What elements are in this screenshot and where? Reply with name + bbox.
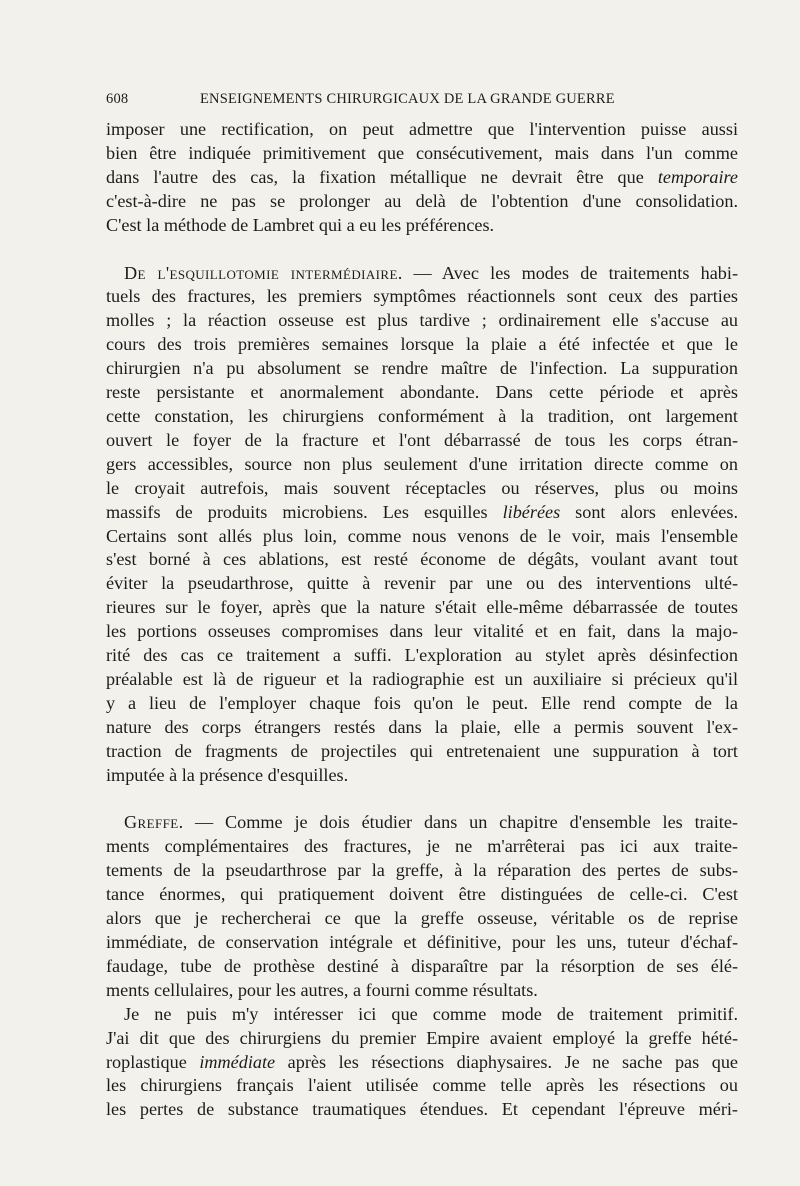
page-body: [106, 118, 738, 1122]
text-run: massifs de produits microbiens. Les esquilles: [106, 501, 503, 522]
text-line: les pertes de substance traumatiques étendues. Et cependant l'épreuve méri-: [106, 1099, 738, 1120]
text-line: faudage, tube de prothèse destiné à disparaître par la résorption de ses élé-: [106, 955, 738, 976]
text-run: sont alors enlevées.: [560, 501, 738, 522]
page-number: 608: [106, 91, 129, 107]
text-line: rité des cas ce traitement a suffi. L'exploration au stylet après désinfection: [106, 645, 738, 666]
paragraph-greffe: [106, 811, 738, 1002]
text-line: cours des trois premières semaines lorsque la plaie a été infectée et que le: [106, 334, 738, 355]
text-line: ouvert le foyer de la fracture et l'ont débarrassé de tous les corps étran-: [106, 429, 738, 450]
running-title: ENSEIGNEMENTS CHIRURGICAUX DE LA GRANDE GUERRE: [200, 91, 615, 107]
text-line: [106, 1051, 738, 1075]
text-line: chirurgien n'a pu absolument se rendre maître de l'infection. La suppuration: [106, 358, 738, 379]
text-line: ments complémentaires des fractures, je ne m'arrêterai pas ici aux traite-: [106, 836, 738, 857]
text-line: [106, 166, 738, 190]
text-run: roplastique: [106, 1051, 200, 1072]
paragraph-fixation: [106, 118, 738, 238]
text-line: imputée à la présence d'esquilles.: [106, 764, 349, 785]
section-heading: De l'esquillotomie intermédiaire: [124, 262, 398, 283]
text-line: molles ; la réaction osseuse est plus tardive ; ordinairement elle s'accuse au: [106, 310, 738, 331]
text-line: les portions osseuses compromises dans leur vitalité et en fait, dans la majo-: [106, 621, 738, 642]
text-line: gers accessibles, source non plus seulement d'une irritation directe comme on: [106, 453, 738, 474]
text-line: [106, 501, 738, 525]
text-line: bien être indiquée primitivement que consécutivement, mais dans l'un comme: [106, 142, 738, 163]
text-line: préalable est là de rigueur et la radiographie est un auxiliaire si précieux qu'il: [106, 668, 738, 689]
text-line: alors que je rechercherai ce que la greffe osseuse, véritable os de reprise: [106, 908, 738, 929]
text-run: après les résections diaphysaires. Je ne sache pas que: [275, 1051, 738, 1072]
text-line: nature des corps étrangers restés dans la plaie, elle a permis souvent l'ex-: [106, 716, 738, 737]
paragraph-primitif: [106, 1003, 738, 1123]
text-line: J'ai dit que des chirurgiens du premier Empire avaient employé la greffe hété-: [106, 1027, 738, 1048]
text-line: rieures sur le foyer, après que la nature s'était elle-même débarrassée de toutes: [106, 597, 738, 618]
text-line: Je ne puis m'y intéresser ici que comme mode de traitement primitif.: [124, 1003, 738, 1024]
text-line: cette constation, les chirurgiens conformément à la tradition, ont largement: [106, 405, 738, 426]
paragraph-esquillotomie: [106, 262, 738, 788]
text-line: le croyait autrefois, mais souvent réceptacles ou réserves, plus ou moins: [106, 477, 738, 498]
text-line: éviter la pseudarthrose, quitte à revenir par une ou des interventions ulté-: [106, 573, 738, 594]
text-run: . — Comme je dois étudier dans un chapitre d'ensemble les traite-: [178, 812, 738, 833]
text-line: tance énormes, qui pratiquement doivent être distinguées de celle-ci. C'est: [106, 884, 738, 905]
text-line: imposer une rectification, on peut admettre que l'intervention puisse aussi: [106, 119, 738, 139]
page-header: [106, 91, 738, 113]
text-line: tuels des fractures, les premiers symptômes réactionnels sont ceux des parties: [106, 286, 738, 307]
text-line: tements de la pseudarthrose par la greffe, à la réparation des pertes de subs-: [106, 860, 738, 881]
text-line: reste persistante et anormalement abondante. Dans cette période et après: [106, 382, 738, 403]
text-line: y a lieu de l'employer chaque fois qu'on le peut. Elle rend compte de la: [106, 692, 738, 713]
text-line: Certains sont allés plus loin, comme nous venons de le voir, mais l'ensemble: [106, 525, 738, 546]
text-line: C'est la méthode de Lambret qui a eu les préférences.: [106, 214, 495, 235]
text-run: . — Avec les modes de traitements habi-: [397, 262, 738, 283]
text-line: immédiate, de conservation intégrale et définitive, pour les uns, tuteur d'échaf-: [106, 932, 738, 952]
italic-term: immédiate: [199, 1051, 276, 1072]
text-run: dans l'autre des cas, la fixation métallique ne devrait être que: [106, 166, 658, 187]
text-line: [106, 262, 738, 286]
text-line: s'est borné à ces ablations, est resté économe de dégâts, voulant avant tout: [106, 549, 738, 570]
italic-term: libérées: [502, 501, 561, 522]
text-line: c'est-à-dire ne pas se prolonger au delà de l'obtention d'une consolidation.: [106, 190, 738, 211]
section-heading: Greffe: [124, 812, 179, 833]
text-line: ments cellulaires, pour les autres, a fourni comme résultats.: [106, 979, 538, 1000]
text-line: [106, 811, 738, 835]
text-line: les chirurgiens français l'aient utilisée comme telle après les résections ou: [106, 1075, 738, 1096]
italic-term: temporaire: [657, 166, 738, 187]
text-line: traction de fragments de projectiles qui entretenaient une suppuration à tort: [106, 740, 738, 761]
